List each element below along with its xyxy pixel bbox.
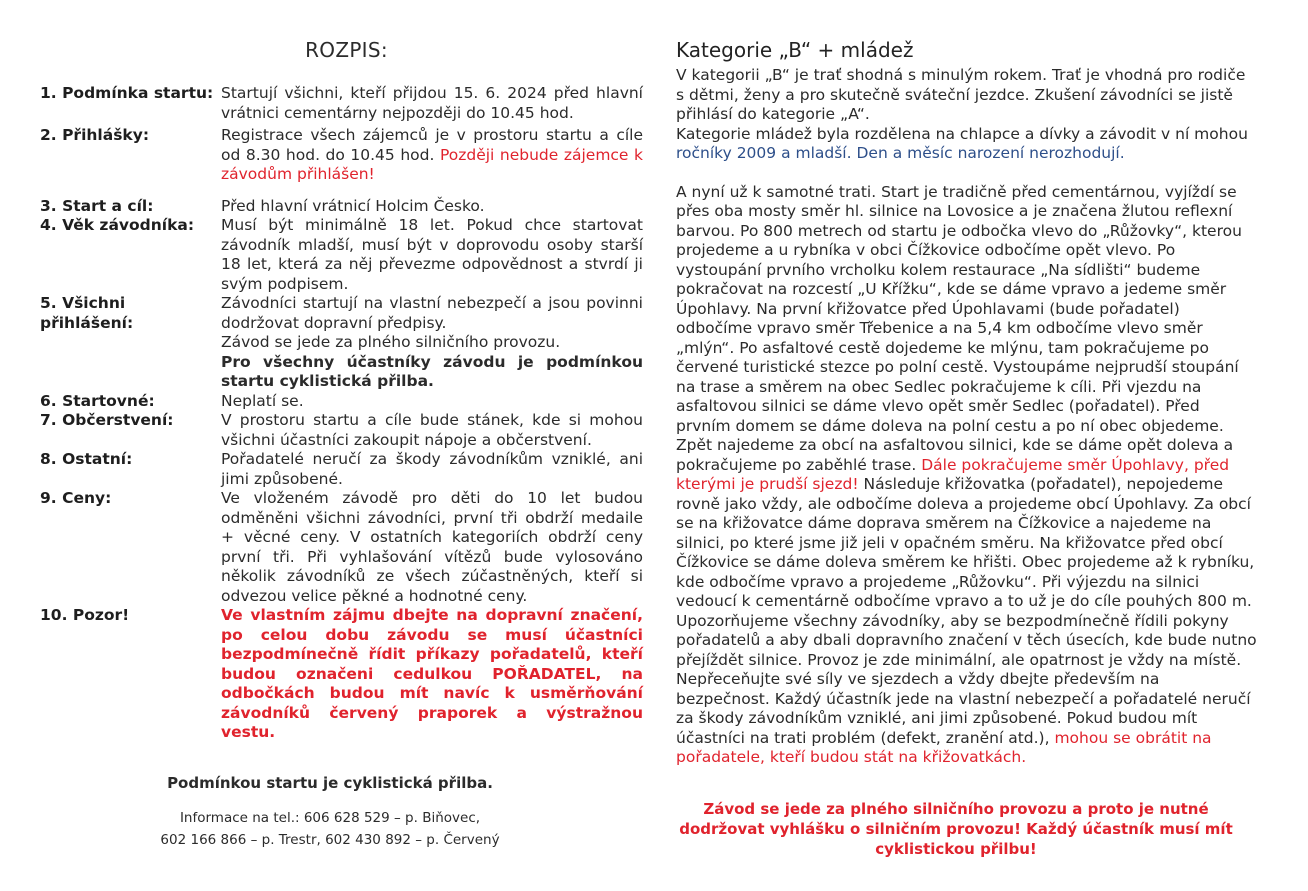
youth-category-text xyxy=(676,125,1258,164)
item-label: 4. Věk závodníka: xyxy=(40,216,195,234)
item-text: Registrace všech zájemců je v prostoru startu a cíle od 8.30 hod. do 10.45 hod. xyxy=(221,126,643,164)
rozpis-item xyxy=(40,126,643,185)
rozpis-item xyxy=(40,216,643,294)
item-text: Pořadatelé neručí za škody závodníkům vzniklé, ani jimi způsobené. xyxy=(221,450,643,488)
helmet-requirement: Podmínkou startu je cyklistická přilba. xyxy=(167,774,493,792)
item-label: 2. Přihlášky: xyxy=(40,126,150,144)
rozpis-item xyxy=(40,84,643,123)
contact-info xyxy=(40,807,620,851)
category-intro: V kategorii „B“ je trať shodná s minulým rokem. Trať je vhodná pro rodiče s dětmi, ženy a pro skutečně sváteční jezdce. Zkušení závodníci se jistě přihlásí do kategorie „A“. xyxy=(676,66,1246,123)
item-warning: Později nebude zájemce k závodům přihlášen! xyxy=(221,145,643,183)
item-helmet-note: Pro všechny účastníky závodu je podmínkou startu cyklistická přilba. xyxy=(221,352,643,390)
contact-line-1: Informace na tel.: 606 628 529 – p. Biňovec, xyxy=(179,810,481,826)
item-text-2: Závod se jede za plného silničního provozu. xyxy=(221,333,561,351)
rozpis-item xyxy=(40,294,643,392)
route-text-1: A nyní už k samotné trati. Start je tradičně před cementárnou, vyjíždí se přes oba mosty směr hl. silnice na Lovosice a je značena žlutou reflexní barvou. Po 800 metrech od startu je odbočka vlevo do „Růžovky“, kterou projedeme a u rybníka v obci Čížkovice odbočíme opět vlevo. Po vystoupání prvního vrcholku kolem restaurace „Na sídlišti“ budeme pokračovat na rozcestí „U Křížku“, kde se dáme vpravo a jedeme směr Úpohlavy. Na první křižovatce před Úpohlavami (bude pořadatel) odbočíme vpravo směr Třebenice a na 5,4 km odbočíme vlevo směr „mlýn“. Po asfaltové cestě dojedeme ke mlýnu, tam pokračujeme po červené turistické stezce po polní cestě. Vystoupáme nejprudší stoupání na trase a směrem na obec Sedlec pokračujeme k cíli. Při vjezdu na asfaltovou silnici se dáme vlevo opět směr Sedlec (pořadatel). Před prvním domem se dáme doleva na polní cestu a po ní obec objedeme. Zpět najedeme za obcí na asfaltovou silnici, kde se dáme opět doleva a pokračujeme po zaběhlé trase. xyxy=(676,182,1242,474)
category-title: Kategorie „B“ + mládež xyxy=(676,38,914,62)
contact-line-2: 602 166 866 – p. Trestr, 602 430 892 – p. Červený xyxy=(160,832,500,848)
route-warning: Dále pokračujeme směr Úpohlavy, před kterými je prudší sjezd! xyxy=(676,455,1230,493)
route-description xyxy=(676,183,1258,768)
traffic-warning: Závod se jede za plného silničního provozu a proto je nutné dodržovat vyhlášku o silničním provozu! Každý účastník musí mít cyklistickou přilbu! xyxy=(679,800,1233,858)
item-text: V prostoru startu a cíle bude stánek, kde si mohou všichni účastníci zakoupit nápoje a občerstvení. xyxy=(221,411,643,449)
item-text: Neplatí se. xyxy=(221,391,304,410)
category-column xyxy=(676,38,1258,768)
youth-years: ročníky 2009 a mladší. Den a měsíc narození nerozhodují. xyxy=(676,144,1125,162)
item-label: 9. Ceny: xyxy=(40,489,112,507)
item-text: Ve vlastním zájmu dbejte na dopravní značení, po celou dobu závodu se musí účastníci bezpodmínečně řídit příkazy pořadatelů, kteří budou označeni cedulkou POŘADATEL, na odbočkách budou mít navíc k usměrňování závodníků červený praporek a výstražnou vestu. xyxy=(221,606,643,741)
route-help-note: mohou se obrátit na pořadatele, kteří budou stát na křižovatkách. xyxy=(676,728,1212,766)
route-text-2: Následuje křižovatka (pořadatel), nepojedeme rovně jako vždy, ale odbočíme doleva a projedeme obcí Úpohlavy. Za obcí se na křižovatce dáme doprava směrem na Čížkovice a najedeme na silnici, po které jsme již jeli v opačném směru. Na křižovatce před obcí Čížkovice se dáme doleva směrem ke hřišti. Obec projedeme až k rybníku, kde odbočíme vpravo a projedeme „Růžovku“. Při výjezdu na silnici vedoucí k cementárně odbočíme vpravo a to už je do cíle pouhých 800 m. Upozorňujeme všechny závodníky, aby se bezpodmínečně řídili pokyny pořadatelů a aby dbali dopravního značení v těch úsecích, kde bude nutno přejíždět silnice. Provoz je zde minimální, ale opatrnost je vždy na místě. Nepřeceňujte své síly ve sjezdech a vždy dbejte především na bezpečnost. Každý účastník jede na vlastní nebezpečí a pořadatelé neručí za škody závodníkům vzniklé, ani jimi způsobené. Pokud budou mít účastníci na trati problém (defekt, zranění atd.), xyxy=(676,475,1257,747)
item-label: 10. Pozor! xyxy=(40,606,130,624)
item-text: Ve vloženém závodě pro děti do 10 let budou odměněni všichni závodníci, první tři obdrží medaile + věcné ceny. V ostatních kategoriích obdrží ceny první tři. Při vyhlašování vítězů bude vylosováno několik závodníků ze všech zúčastněných, kteří si odvezou velice pěkné a hodnotné ceny. xyxy=(221,489,643,605)
item-text: Před hlavní vrátnicí Holcim Česko. xyxy=(221,196,485,215)
rozpis-item xyxy=(40,450,643,489)
rozpis-item xyxy=(40,411,643,450)
item-text: Musí být minimálně 18 let. Pokud chce startovat závodník mladší, musí být v doprovodu osoby starší 18 let, která za něj převezme odpovědnost a stvrdí ji svým podpisem. xyxy=(221,216,643,293)
rozpis-item xyxy=(40,392,643,412)
rozpis-item xyxy=(40,197,643,217)
rozpis-column xyxy=(40,38,643,743)
item-label: 7. Občerstvení: xyxy=(40,411,174,429)
item-label: 5. Všichni přihlášení: xyxy=(40,294,134,332)
item-label: 6. Startovné: xyxy=(40,391,155,410)
item-label: 8. Ostatní: xyxy=(40,450,133,468)
youth-text: Kategorie mládež byla rozdělena na chlapce a dívky a závodit v ní mohou xyxy=(676,124,1248,143)
item-label: 1. Podmínka startu: xyxy=(40,84,214,102)
item-text: Startují všichni, kteří přijdou 15. 6. 2024 před hlavní vrátnici cementárny nejpozději do 10.45 hod. xyxy=(221,84,643,122)
item-text: Závodníci startují na vlastní nebezpečí a jsou povinni dodržovat dopravní předpisy. xyxy=(221,294,643,332)
rozpis-item xyxy=(40,489,643,606)
rozpis-title: ROZPIS: xyxy=(305,38,388,62)
rozpis-item xyxy=(40,606,643,743)
item-label: 3. Start a cíl: xyxy=(40,196,154,215)
